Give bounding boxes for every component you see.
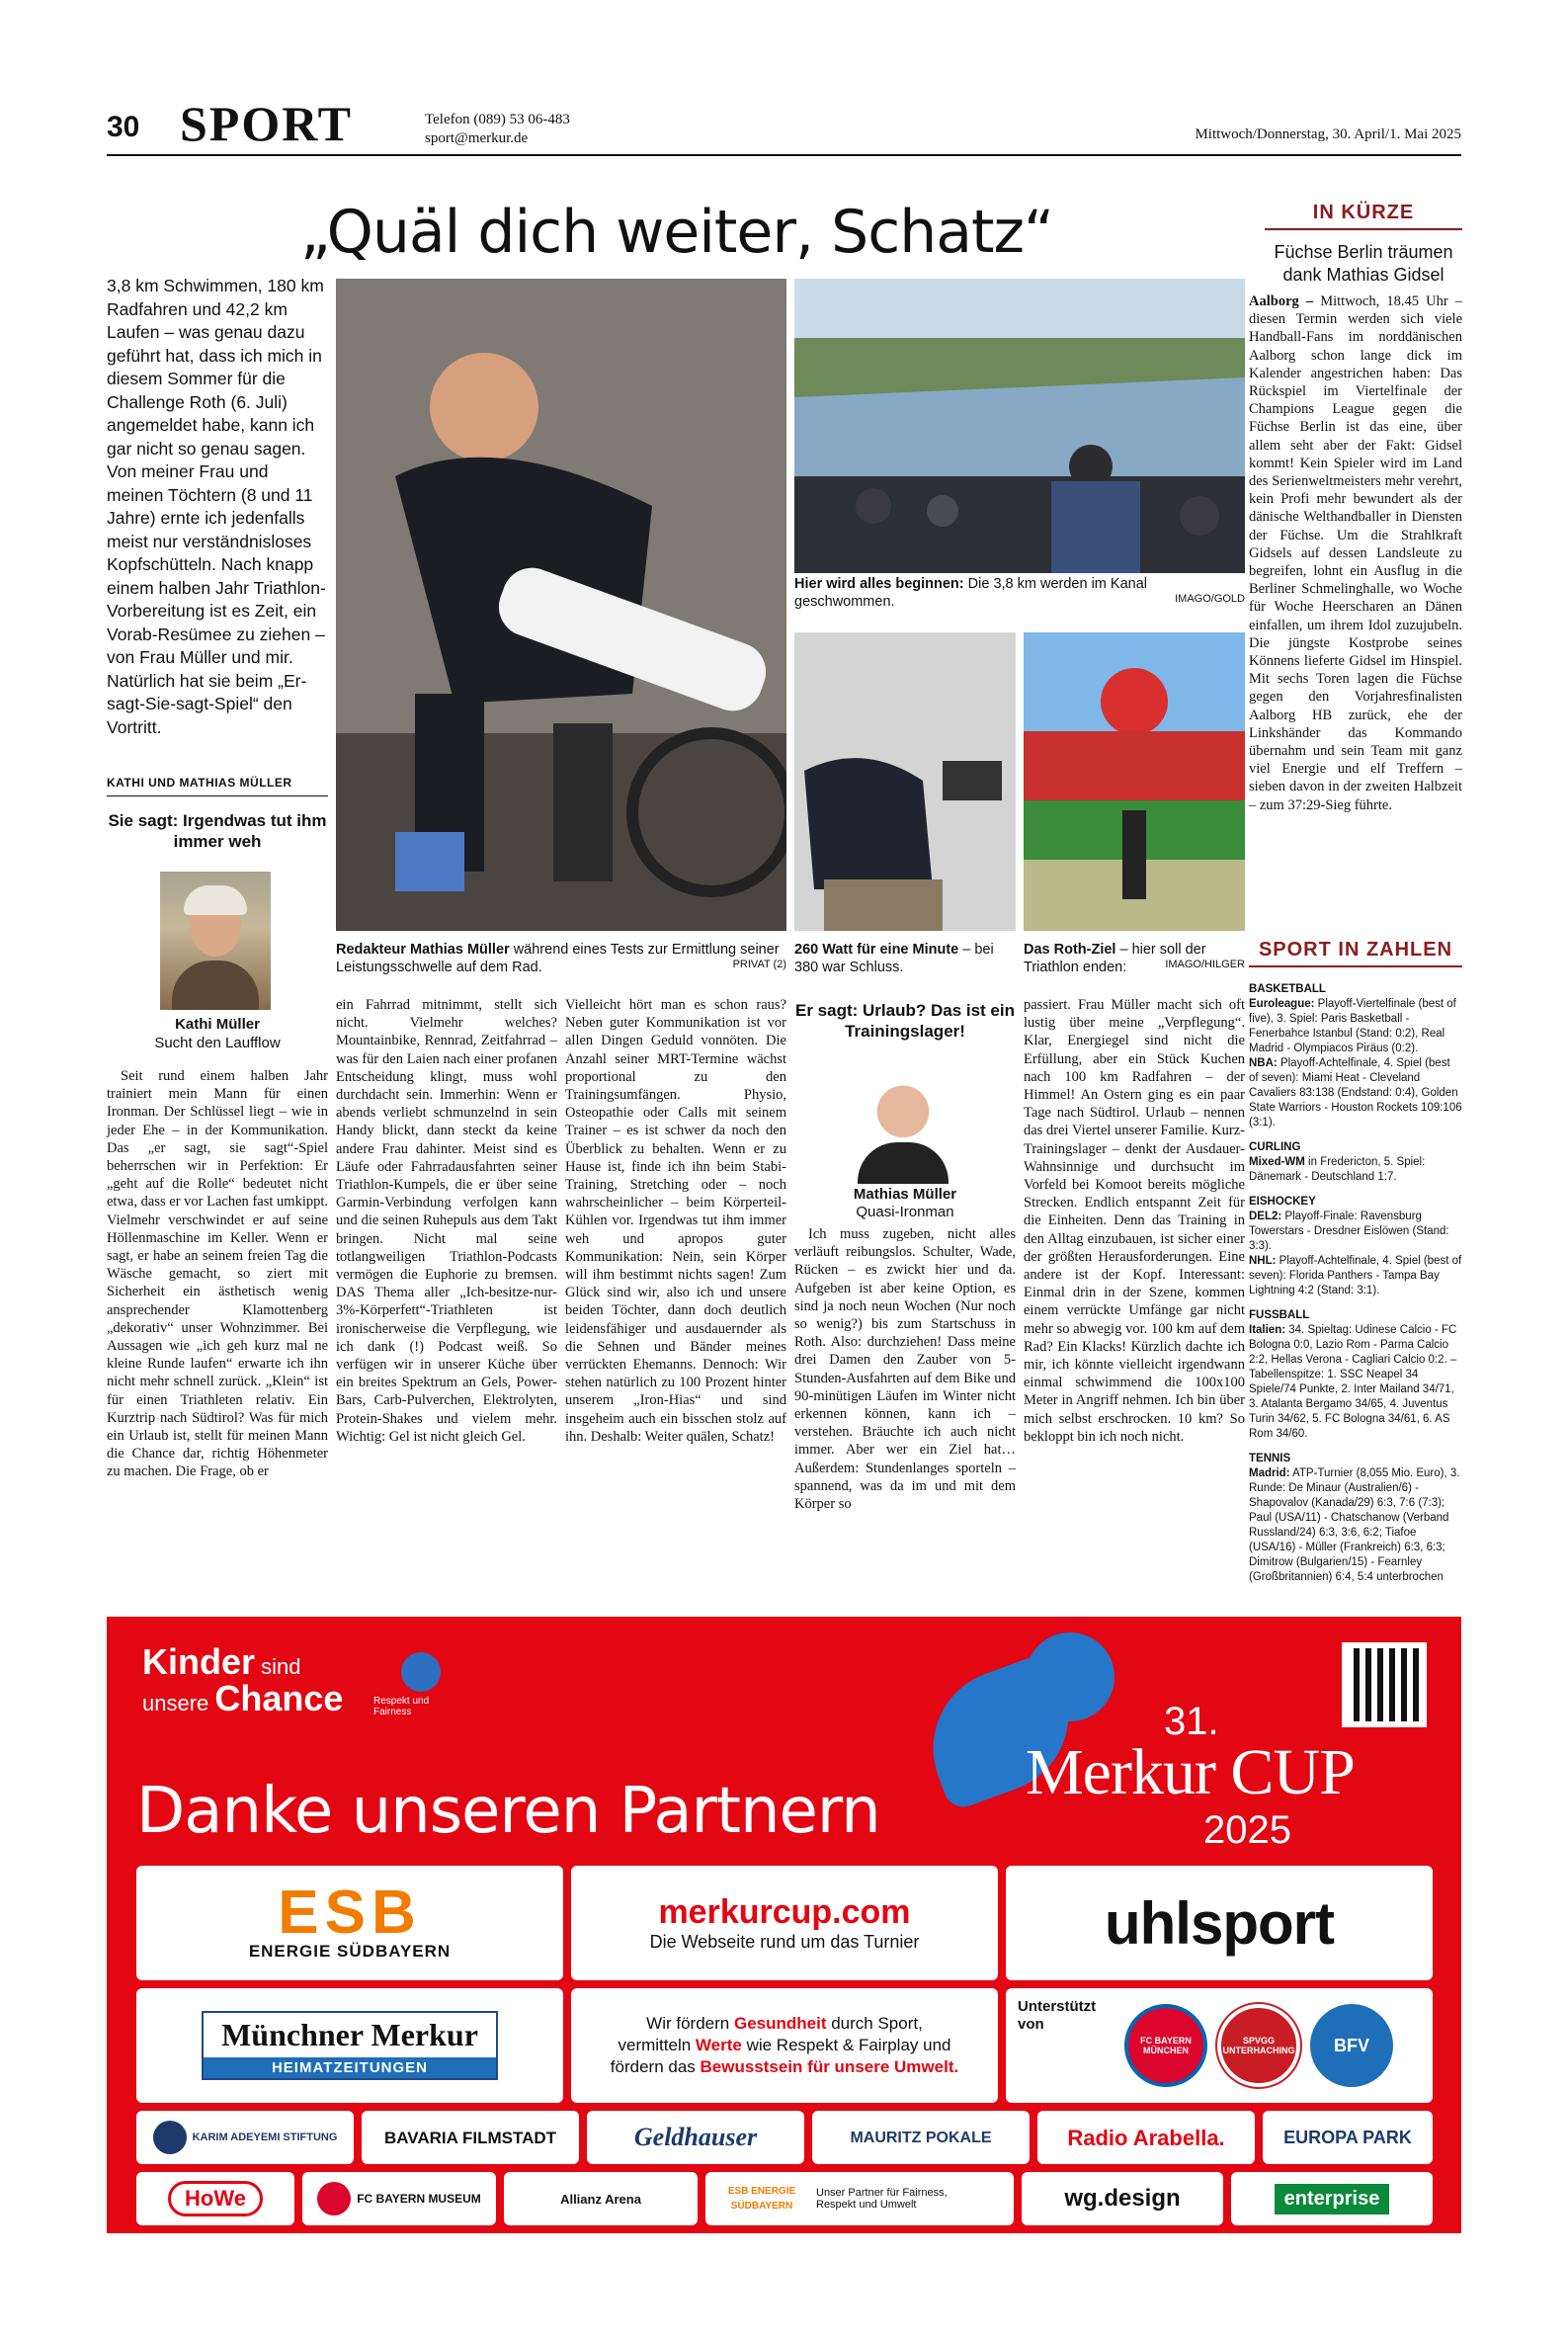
article-intro: 3,8 km Schwimmen, 180 km Radfahren und 42,2 km Laufen – was genau dazu geführt hat, dass ich mich in diesem Sommer für die Challenge Roth (6. Juli) angemeldet habe, kann ich gar nicht so genau sagen. Von meiner Frau und meinen Töchtern (8 und 11 Jahre) ernte ich jedenfalls meist nur verständnisloses Kopfschütteln. Nach knapp einem halben Jahr Triathlon-Vorbereitung ist es Zeit, ein Vorab-Resümee zu ziehen – von Frau Müller und mir. Natürlich hat sie beim „Er-sagt-Sie-sagt-Spiel“ den Vortritt. [107, 276, 326, 737]
sz-text: Playoff-Finale: Ravensburg Towerstars - Dresdner Eislöwen (Stand: 3:3). [1249, 1211, 1449, 1252]
fcb-icon [317, 2182, 351, 2215]
stiftung-icon [153, 2121, 187, 2154]
mm-title: Münchner Merkur [221, 2017, 478, 2052]
mm-subtitle: HEIMATZEITUNGEN [204, 2057, 496, 2078]
sz-league: DEL2: [1249, 1211, 1282, 1222]
sz-entry [1249, 1323, 1462, 1442]
respekt-label: Respekt und Fairness [373, 1696, 430, 1717]
esb-logo: ESB [278, 1879, 422, 1947]
mathias-portrait [848, 1063, 958, 1184]
kathi-role: Sucht den Laufflow [154, 1035, 281, 1051]
merkur-cup-ad [107, 1617, 1461, 2233]
sponsor-geldhauser[interactable] [587, 2111, 804, 2164]
sz-text: Playoff-Achtelfinale, 4. Spiel (best of seven): Miami Heat - Cleveland Cavaliers 83:138 (Endstand: 0:4), Golden State Warriors - Houston Rockets 109:106 (3:1). [1249, 1057, 1462, 1128]
sponsor-mauritz[interactable] [812, 2111, 1030, 2164]
sponsor-label: FC BAYERN MUSEUM [357, 2191, 481, 2206]
photo-canal [794, 279, 1245, 573]
spvgg-unterhaching-logo[interactable]: SPVGG UNTERHACHING [1217, 2004, 1300, 2087]
sz-sport: BASKETBALL [1249, 983, 1326, 995]
contact-email[interactable]: sport@merkur.de [425, 130, 529, 146]
caption-main-credit: PRIVAT (2) [732, 959, 786, 970]
sz-text: Playoff-Achtelfinale, 4. Spiel (best of seven): Florida Panthers - Tampa Bay Lightning 4:2 (Stand: 3:1). [1249, 1255, 1462, 1296]
sponsor-karim-adeyemi[interactable] [136, 2111, 354, 2164]
sponsor-label: wg.design [1064, 2185, 1181, 2212]
article-column-5 [1024, 996, 1245, 1446]
caption-main-bold: Redakteur Mathias Müller [336, 942, 510, 958]
contact-phone: Telefon (089) 53 06-483 [425, 112, 570, 127]
kathi-portrait [160, 872, 271, 1010]
sponsor-uhlsport[interactable] [1006, 1866, 1433, 1980]
mission-1c: durch Sport, [826, 2014, 923, 2033]
sponsor-label: enterprise [1275, 2184, 1390, 2215]
mission-2c: wie Respekt & Fairplay und [741, 2036, 951, 2054]
caption-canal-credit: IMAGO/GOLD [1175, 593, 1245, 605]
caption-finish-bold: Das Roth-Ziel [1024, 942, 1116, 958]
sz-text: ATP-Turnier (8,055 Mio. Euro), 3. Runde: De Minaur (Australien/6) - Shapovalov (Kanada/29) 6:3, 7:6 (7:3); Paul (USA/11) - Chatschanow (Verband Russland/24) 6:3, 3:6, 6:2; Tiafoe (USA/16) - Müller (Frankreich) 6:3, 6:3; Dimitrow (Bulgarien/15) - Fearnley (Großbritannien) 6:4, 5:4 unterbrochen [1249, 1467, 1460, 1583]
supported-by-label: Unterstützt von [1018, 1998, 1097, 2033]
sz-entry [1249, 1056, 1462, 1130]
mission-3b: Bewusstsein für unsere Umwelt. [700, 2057, 959, 2076]
photo-roth-finish [1024, 632, 1245, 931]
article-column-2 [336, 996, 557, 1446]
caption-main-text: während eines Tests zur Ermittlung seiner Leistungsschwelle auf dem Rad. [336, 942, 780, 975]
article-column-3 [565, 996, 786, 1446]
sz-entry [1249, 1254, 1462, 1298]
sz-entry [1249, 1210, 1462, 1254]
caption-trainer [794, 941, 1016, 976]
sz-league: Mixed-WM [1249, 1156, 1305, 1168]
mission-1b: Gesundheit [733, 2014, 827, 2033]
in-kuerze-heading: IN KÜRZE [1265, 202, 1462, 230]
she-says-heading: Sie sagt: Irgendwas tut ihm immer weh [108, 811, 327, 851]
column-1-text: Seit rund einem halben Jahr trainiert mein Mann für einen Ironman. Der Schlüssel liegt – wie in jeder Ehe – in der Kommunikation. Das „er sagt, sie sagt“-Spiel beherrschen wir in Perfektion: Er „geht auf die Rolle“ bedeutet nicht etwa, dass er vor Lachen fast umkippt. Vielmehr verschwindet er auf seine Höllenmaschine im Keller. Wenn er sagt, er habe an seinem freien Tag die Wäsche gemacht, so ziert mit Sicherheit ein ästhetisch wenig ansprechender Klamottenberg „dekorativ“ unser Wohnzimmer. Bei Aussagen wie „ich geh kurz mal ne kleine Runde laufen“ erwarte ich ihn nicht mehr schnell zurück. „Klein“ ist für einen Triathleten relativ. Ein Kurztrip nach Südtirol? Was für mich ein Urlaub ist, stellt für meinen Mann die Chance dar, richtig Höhenmeter zu machen. Die Frage, ob er [107, 1068, 328, 1480]
sz-league: Italien: [1249, 1324, 1286, 1336]
mission-3a: fördern das [610, 2057, 701, 2076]
fc-bayern-logo[interactable]: FC BAYERN MÜNCHEN [1124, 2004, 1207, 2087]
cup-number: 31. [1164, 1700, 1219, 1743]
sponsor-label: HoWe [168, 2181, 263, 2216]
caption-trainer-bold: 260 Watt für eine Minute [794, 942, 959, 958]
he-says-heading: Er sagt: Urlaub? Das ist ein Trainingslager! [795, 1001, 1015, 1041]
sz-league: Madrid: [1249, 1467, 1290, 1479]
qr-code-icon[interactable] [1342, 1642, 1427, 1727]
respekt-fairness-logo [373, 1652, 462, 1717]
in-kuerze-dateline: Aalborg – [1249, 293, 1314, 309]
sz-sport: TENNIS [1249, 1453, 1291, 1464]
ad-headline: Danke unseren Partnern [136, 1775, 880, 1848]
kathi-name: Kathi Müller [175, 1016, 260, 1033]
sz-entry [1249, 997, 1462, 1056]
column-4-text: Ich muss zugeben, nicht alles verläuft reibungslos. Schulter, Wade, Rücken – es zwickt hier und da. Aufgeben ist aber keine Option, es sind ja noch neun Wochen (Nur noch so wenig?) bis zum Startschuss in Roth. Also: durchziehen! Dass meine drei Damen den Zauber von 5-Stunden-Ausfahrten auf dem Bike und 90-minütigen Läufen im Winter nicht erkennen können, kann ich – verstehen. Bräuchte ich auch nicht immer. Aber wer ein Ziel hat… Außerdem: Stundenlanges sporteln – spannend, was da im und mit dem Körper so [794, 1226, 1016, 1513]
mission-1a: Wir fördern [646, 2014, 734, 2033]
supported-by [1006, 1988, 1433, 2103]
sz-sport: CURLING [1249, 1141, 1301, 1153]
sz-text: 34. Spieltag: Udinese Calcio - FC Bologna 0:0, Lazio Rom - Parma Calcio 2:2, Hellas Verona - Cagliari Calcio 0:2. – Tabellenspitze: 1. SSC Neapel 34 Spiele/74 Punkte, 2. Inter Mailand 34/71, 3. Atalanta Bergamo 34/65, 4. Juventus Turin 34/62, 5. FC Bologna 34/61, 6. AS Rom 34/60. [1249, 1324, 1457, 1440]
photo-home-trainer [794, 632, 1016, 931]
sponsor-label: KARIM ADEYEMI STIFTUNG [192, 2131, 338, 2143]
ball-icon [401, 1652, 441, 1692]
sponsor-label: Allianz Arena [560, 2191, 641, 2207]
sponsor-label: Geldhauser [633, 2123, 758, 2151]
sponsor-bavaria-filmstadt[interactable] [362, 2111, 579, 2164]
in-kuerze-body [1249, 292, 1462, 814]
sz-league: Euroleague: [1249, 998, 1315, 1010]
cup-year: 2025 [1203, 1808, 1291, 1852]
mathias-role: Quasi-Ironman [856, 1204, 954, 1220]
article-authors: KATHI UND MATHIAS MÜLLER [107, 776, 328, 796]
page-number: 30 [107, 111, 140, 143]
article-headline: „Quäl dich weiter, Schatz“ [299, 198, 1054, 267]
uhlsport-logo: uhlsport [1105, 1889, 1334, 1957]
sponsor-esb-fairness[interactable] [705, 2172, 1014, 2225]
sponsor-esb[interactable] [136, 1866, 563, 1980]
mathias-name: Mathias Müller [853, 1186, 957, 1203]
column-2-text: ein Fahrrad mitnimmt, stellt sich nicht. Vielmehr welches? Mountainbike, Rennrad, Zeitfahrrad – was für den Laien nach einer profanen Entscheidung klingt, muss wohl durchdacht sein. Immerhin: Wenn er abends verliebt schmunzelnd in sein Handy blickt, dann steckt da keine andere Frau dahinter. Meist sind es Läufe oder Fahrradausfahrten seiner Triathlon-Kumpels, die er über seine Garmin-Verbindung verfolgen kann und die seinen Ruhepuls aus dem Takt bringen. Nicht mal seine totlangweiligen Triathlon-Podcasts vermögen die Euphorie zu bremsen. DAS Thema aller „Ich-besitze-nur-3%-Körperfett“-Triathleten ist ironischerweise die Verpflegung, wie ich dank (!) Podcast weiß. So verfügen wir in unserer Küche über ein breites Spektrum an Gels, Power-Bars, Carb-Pulverchen, Elektrolyten, Protein-Shakes und vielem mehr. Wichtig: Gel ist nicht gleich Gel. [336, 997, 557, 1445]
caption-main [336, 941, 786, 976]
sponsor-fcb-museum[interactable] [302, 2172, 496, 2225]
finish-illustration [1024, 632, 1245, 931]
sponsor-label: Radio Arabella. [1067, 2125, 1225, 2150]
sponsor-wg-design[interactable] [1022, 2172, 1223, 2225]
ressort-title: SPORT [180, 96, 353, 151]
header-rule [107, 154, 1461, 156]
chance-word: Chance [214, 1678, 344, 1718]
muenchner-merkur-logo [202, 2011, 498, 2080]
mission-text [611, 2013, 958, 2078]
contact-block [425, 111, 570, 148]
mission-statement [571, 1988, 998, 2103]
sponsor-muenchner-merkur[interactable] [136, 1988, 563, 2103]
merkurcup-url[interactable]: merkurcup.com [658, 1893, 911, 1931]
bfv-logo[interactable]: BFV [1310, 2004, 1393, 2087]
in-kuerze-title: Füchse Berlin träumen dank Mathias Gidsel [1274, 242, 1453, 285]
sponsor-enterprise[interactable] [1231, 2172, 1433, 2225]
cyclist-illustration [336, 279, 786, 931]
mission-2b: Werte [695, 2036, 742, 2054]
sponsor-label: BAVARIA FILMSTADT [383, 2128, 557, 2147]
sport-in-zahlen-body [1249, 982, 1462, 1585]
column-3-text: Vielleicht hört man es schon raus? Neben guter Kommunikation ist vor allen Dingen Geduld vonnöten. Die Anzahl seiner MRT-Termine wächst proportional zu den Trainingsumfängen. Physio, Osteopathie oder Calls mit seinem Trainer – es ist schwer da noch den Überblick zu behalten. Wenn er zu Hause ist, finde ich ihn beim Stabi-Training, Stretching oder – noch wahrscheinlicher – beim Körperteil-Kühlen vor. Irgendwas tut ihm immer weh und apropos guter Kommunikation: Nein, sein Körper will ihm bestimmt nichts sagen! Zum Glück sind wir, also ich und unsere beiden Töchter, dann doch deutlich leidensfähiger und ausdauernder als die Sehnen und Bänder meines verrückten Ehemanns. Dennoch: Wir stehen natürlich zu 100 Prozent hinter unserem „Iron-Hias“ und sind insgeheim auch ein bisschen stolz auf ihn. Deshalb: Weiter quälen, Schatz! [565, 997, 786, 1445]
sponsor-note: Unser Partner für Fairness, Respekt und Umwelt [816, 2187, 948, 2211]
sponsor-europa-park[interactable] [1263, 2111, 1433, 2164]
kinder-word: Kinder [142, 1641, 256, 1682]
sz-entry [1249, 1466, 1462, 1585]
caption-finish-credit: IMAGO/HILGER [1165, 959, 1245, 970]
sz-entry [1249, 1155, 1462, 1185]
caption-canal [794, 575, 1245, 611]
mission-2a: vermitteln [618, 2036, 696, 2054]
sponsor-merkurcup[interactable] [571, 1866, 998, 1980]
photo-cyclist-trainer [336, 279, 786, 931]
sz-sport: EISHOCKEY [1249, 1196, 1316, 1208]
caption-trainer-text: – bei 380 war Schluss. [794, 942, 994, 975]
sponsor-howe[interactable] [136, 2172, 294, 2225]
sponsor-radio-arabella[interactable] [1037, 2111, 1255, 2164]
article-column-1 [107, 1067, 328, 1481]
sport-in-zahlen-heading: SPORT IN ZAHLEN [1249, 939, 1462, 967]
sz-sport: FUSSBALL [1249, 1309, 1310, 1321]
caption-finish-text: – hier soll der Triathlon enden: [1024, 942, 1206, 975]
caption-finish [1024, 941, 1245, 976]
caption-canal-bold: Hier wird alles beginnen: [794, 576, 964, 592]
sz-league: NHL: [1249, 1255, 1277, 1267]
sponsor-allianz-arena[interactable] [504, 2172, 698, 2225]
canal-illustration [794, 279, 1245, 573]
merkurcup-subtitle: Die Webseite rund um das Turnier [649, 1932, 920, 1952]
unsere-word: unsere [142, 1691, 215, 1715]
esb-subtitle: ENERGIE SÜDBAYERN [248, 1942, 452, 1961]
sponsor-label: EUROPA PARK [1283, 2127, 1412, 2147]
sz-text: in Fredericton, 5. Spiel: Dänemark - Deutschland 1:7. [1249, 1156, 1426, 1183]
sponsor-label: ESB ENERGIE SÜDBAYERN [727, 2186, 796, 2212]
issue-date: Mittwoch/Donnerstag, 30. April/1. Mai 2025 [1195, 126, 1461, 142]
sz-league: NBA: [1249, 1057, 1278, 1069]
kinder-chance-logo [142, 1641, 344, 1719]
cup-name: Merkur CUP [1026, 1736, 1355, 1808]
sz-text: Playoff-Viertelfinale (best of five), 3. Spiel: Paris Basketball - Fenerbahce Istanbul (Stand: 0:2), Real Madrid - Olympiacos Piräus (0:2). [1249, 998, 1456, 1054]
column-5-text: passiert. Frau Müller macht sich oft lustig über meine „Verpflegung“. Klar, Energiegel sind nicht die Erfüllung, aber ein Stück Kuchen nach 100 km Radfahren – der Himmel! An Ostern ging es ein paar Tage nach Südtirol. Urlaub – nennen das drei Viertel unserer Familie. Kurz-Trainingslager – denkt der Ausdauer-Wahnsinnige und durchsucht im Vorfeld bei Komoot bereits mögliche Strecken. Endlich entspannt Zeit für die Einheiten. Denn das Training in den Alltag einzubauen, ist sicher einer der größten Herausforderungen. Eine andere ist der Kopf. Interessant: Einmal drin in der Szene, kommen einem verrückte Umfänge gar nicht mehr so abwegig vor. 100 km auf dem Rad? Ein Klacks! Kürzlich dachte ich mir, ich könnte vielleicht irgendwann einmal schwimmend die 100x100 Meter in Angriff nehmen. Ich bin über mich selbst erschrocken. 10 km? So bekloppt bin ich noch nicht. [1024, 997, 1245, 1445]
article-column-4 [794, 1225, 1016, 1513]
sind-word: sind [255, 1654, 301, 1679]
sponsor-label: MAURITZ POKALE [850, 2129, 992, 2146]
caption-canal-text: Die 3,8 km werden im Kanal geschwommen. [794, 576, 1147, 610]
trainer-illustration [794, 632, 1016, 931]
in-kuerze-text: Mittwoch, 18.45 Uhr – diesen Termin werden sich viele Handball-Fans im norddänischen Aalborg schon lange dick im Kalender angestrichen haben: Das Rückspiel im Viertelfinale der Champions League gegen die Füchse Berlin ist das eine, über allem seht aber der Fakt: Gidsel kommt! Kein Spieler wird im Land des Serienweltmeisters mehr verehrt, kein Profi mehr bewundert als der dänische Welthandballer in Diensten der Füchse. Um die Strahlkraft Gidsels auf dessen Landsleute zu begreifen, lohnt ein Ausflug in die Berliner Schmelinghalle, wo Woche für Woche Heerscharen an Dänen einfallen, um ihrem Idol zuzujubeln. Die jüngste Kostprobe seines Könnens lieferte Gidsel im Hinspiel. Mit sechs Toren lagen die Füchse gegen den Vorjahresfinalisten Aalborg HB zurück, ehe der Linkshänder das Kommando übernahm und sein Team mit ganz viel Energie und elf Treffern – sieben davon in der zweiten Halbzeit – zum 37:29-Sieg führte. [1249, 293, 1463, 813]
